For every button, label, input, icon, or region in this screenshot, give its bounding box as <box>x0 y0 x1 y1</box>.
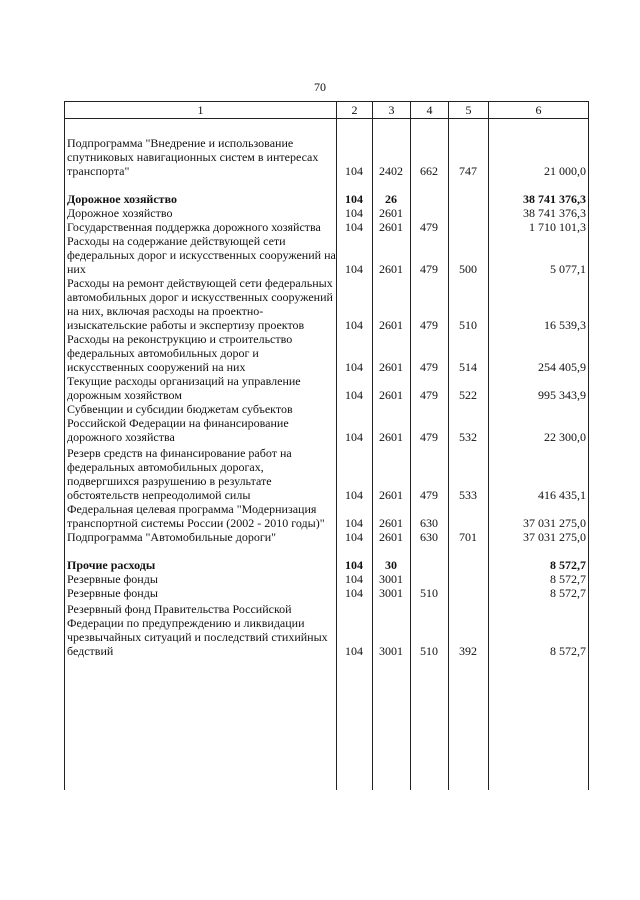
section-code-cell: 104 <box>345 388 363 402</box>
table-row <box>64 572 589 586</box>
row-name-cell: Резерв средств на финансирование работ на федеральных автомобильных дорогах, подвергшихся разрушению в результате обстоятельств непреодолимой силы <box>67 446 292 502</box>
section-code-cell: 104 <box>345 262 363 276</box>
row-name-cell: Федеральная целевая программа "Модернизация транспортной системы России (2002 - 2010 годы)" <box>67 502 325 530</box>
section-code-cell: 104 <box>345 206 363 220</box>
expense-type-cell: 510 <box>459 318 477 332</box>
section-code-cell: 104 <box>345 516 363 530</box>
target-article-cell: 479 <box>420 488 438 502</box>
amount-cell: 8 572,7 <box>550 644 586 658</box>
section-code-cell: 104 <box>345 164 363 178</box>
target-article-cell: 630 <box>420 516 438 530</box>
amount-cell: 8 572,7 <box>550 586 586 600</box>
expense-type-cell <box>448 572 488 586</box>
row-name-cell: Дорожное хозяйство <box>67 192 177 206</box>
expense-type-cell: 514 <box>459 360 477 374</box>
row-name-cell: Подпрограмма "Внедрение и использование спутниковых навигационных систем в интересах транспорта" <box>67 136 319 178</box>
target-article-cell <box>410 178 448 206</box>
row-name-cell: Резервные фонды <box>67 586 158 600</box>
table-row <box>64 276 589 332</box>
table-body <box>64 136 589 658</box>
row-name-cell: Прочие расходы <box>67 558 156 572</box>
section-code-cell: 104 <box>345 360 363 374</box>
expense-type-cell: 532 <box>459 430 477 444</box>
row-name-cell: Резервный фонд Правительства Российской Федерации по предупреждению и ликвидации чрезвычайных ситуаций и последствий стихийных бедствий <box>67 602 328 658</box>
section-code-cell: 104 <box>345 558 363 572</box>
section-code-cell: 104 <box>345 644 363 658</box>
section-code-cell: 104 <box>345 220 363 234</box>
table-row <box>64 234 589 276</box>
row-name-cell: Расходы на содержание действующей сети федеральных дорог и искусственных сооружений на них <box>67 234 336 276</box>
subsection-code-cell: 2601 <box>379 262 403 276</box>
target-article-cell: 479 <box>420 220 438 234</box>
column-header: 4 <box>426 103 433 117</box>
row-name-cell: Расходы на ремонт действующей сети федеральных автомобильных дорог и искусственных сооружений на них, включая расходы на проектно-изыскательские работы и экспертизу проектов <box>67 276 333 332</box>
target-article-cell <box>410 206 448 220</box>
target-article-cell: 479 <box>420 318 438 332</box>
amount-cell: 254 405,9 <box>538 360 586 374</box>
amount-cell: 22 300,0 <box>544 430 586 444</box>
amount-cell: 8 572,7 <box>550 558 586 572</box>
table-row <box>64 332 589 374</box>
target-article-cell <box>410 572 448 586</box>
expense-type-cell: 392 <box>459 644 477 658</box>
target-article-cell: 479 <box>420 388 438 402</box>
amount-cell: 416 435,1 <box>538 488 586 502</box>
row-name-cell: Подпрограмма "Автомобильные дороги" <box>67 530 277 544</box>
table-row <box>64 444 589 502</box>
subsection-code-cell: 2601 <box>379 430 403 444</box>
target-article-cell: 662 <box>420 164 438 178</box>
table-row <box>64 374 589 402</box>
expense-type-cell <box>448 586 488 600</box>
subsection-code-cell: 3001 <box>379 644 403 658</box>
row-name-cell: Резервные фонды <box>67 572 158 586</box>
section-code-cell: 104 <box>345 488 363 502</box>
table-row <box>64 502 589 530</box>
table-row <box>64 178 589 206</box>
amount-cell: 21 000,0 <box>544 164 586 178</box>
row-name-cell: Государственная поддержка дорожного хозяйства <box>67 220 321 234</box>
table-row <box>64 220 589 234</box>
section-code-cell: 104 <box>345 586 363 600</box>
target-article-cell: 479 <box>420 360 438 374</box>
amount-cell: 16 539,3 <box>544 318 586 332</box>
budget-table <box>64 136 589 658</box>
row-name-cell: Расходы на реконструкцию и строительство федеральных автомобильных дорог и искусственных сооружений на них <box>67 332 293 374</box>
subsection-code-cell: 2601 <box>379 516 403 530</box>
row-name-cell: Субвенции и субсидии бюджетам субъектов Российской Федерации на финансирование дорожного хозяйства <box>67 402 293 444</box>
row-name-cell: Текущие расходы организаций на управление дорожным хозяйством <box>67 374 301 402</box>
expense-type-cell: 533 <box>459 488 477 502</box>
subsection-code-cell: 2601 <box>379 530 403 544</box>
subsection-code-cell: 2601 <box>379 220 403 234</box>
table-row <box>64 600 589 658</box>
subsection-code-cell: 26 <box>385 192 397 206</box>
subsection-code-cell: 2402 <box>379 164 403 178</box>
expense-type-cell <box>448 220 488 234</box>
subsection-code-cell: 2601 <box>379 360 403 374</box>
table-row <box>64 402 589 444</box>
amount-cell: 37 031 275,0 <box>523 530 586 544</box>
table-row <box>64 206 589 220</box>
section-code-cell: 104 <box>345 192 363 206</box>
subsection-code-cell: 3001 <box>379 572 403 586</box>
table-row <box>64 136 589 178</box>
amount-cell: 38 741 376,3 <box>523 192 586 206</box>
expense-type-cell: 522 <box>459 388 477 402</box>
expense-type-cell <box>448 544 488 572</box>
row-name-cell: Дорожное хозяйство <box>67 206 173 220</box>
column-header: 1 <box>197 103 204 117</box>
section-code-cell: 104 <box>345 530 363 544</box>
amount-cell: 38 741 376,3 <box>523 206 586 220</box>
amount-cell: 995 343,9 <box>538 388 586 402</box>
amount-cell: 8 572,7 <box>550 572 586 586</box>
column-header: 5 <box>465 103 472 117</box>
amount-cell: 1 710 101,3 <box>529 220 586 234</box>
subsection-code-cell: 2601 <box>379 388 403 402</box>
page-number: 70 <box>314 80 326 94</box>
section-code-cell: 104 <box>345 572 363 586</box>
expense-type-cell <box>448 206 488 220</box>
target-article-cell <box>410 544 448 572</box>
column-header: 6 <box>535 103 542 117</box>
expense-type-cell: 500 <box>459 262 477 276</box>
expense-type-cell: 747 <box>459 164 477 178</box>
section-code-cell: 104 <box>345 318 363 332</box>
target-article-cell: 510 <box>420 586 438 600</box>
subsection-code-cell: 2601 <box>379 488 403 502</box>
table-row <box>64 586 589 600</box>
expense-type-cell <box>448 502 488 530</box>
subsection-code-cell: 2601 <box>379 206 403 220</box>
target-article-cell: 479 <box>420 430 438 444</box>
expense-type-cell <box>448 178 488 206</box>
section-code-cell: 104 <box>345 430 363 444</box>
subsection-code-cell: 3001 <box>379 586 403 600</box>
amount-cell: 5 077,1 <box>550 262 586 276</box>
table-row <box>64 544 589 572</box>
expense-type-cell: 701 <box>459 530 477 544</box>
subsection-code-cell: 2601 <box>379 318 403 332</box>
target-article-cell: 510 <box>420 644 438 658</box>
column-header: 2 <box>351 103 358 117</box>
table-header-divider <box>64 118 589 119</box>
target-article-cell: 630 <box>420 530 438 544</box>
table-row <box>64 530 589 544</box>
amount-cell: 37 031 275,0 <box>523 516 586 530</box>
column-header: 3 <box>388 103 395 117</box>
subsection-code-cell: 30 <box>385 558 397 572</box>
target-article-cell: 479 <box>420 262 438 276</box>
